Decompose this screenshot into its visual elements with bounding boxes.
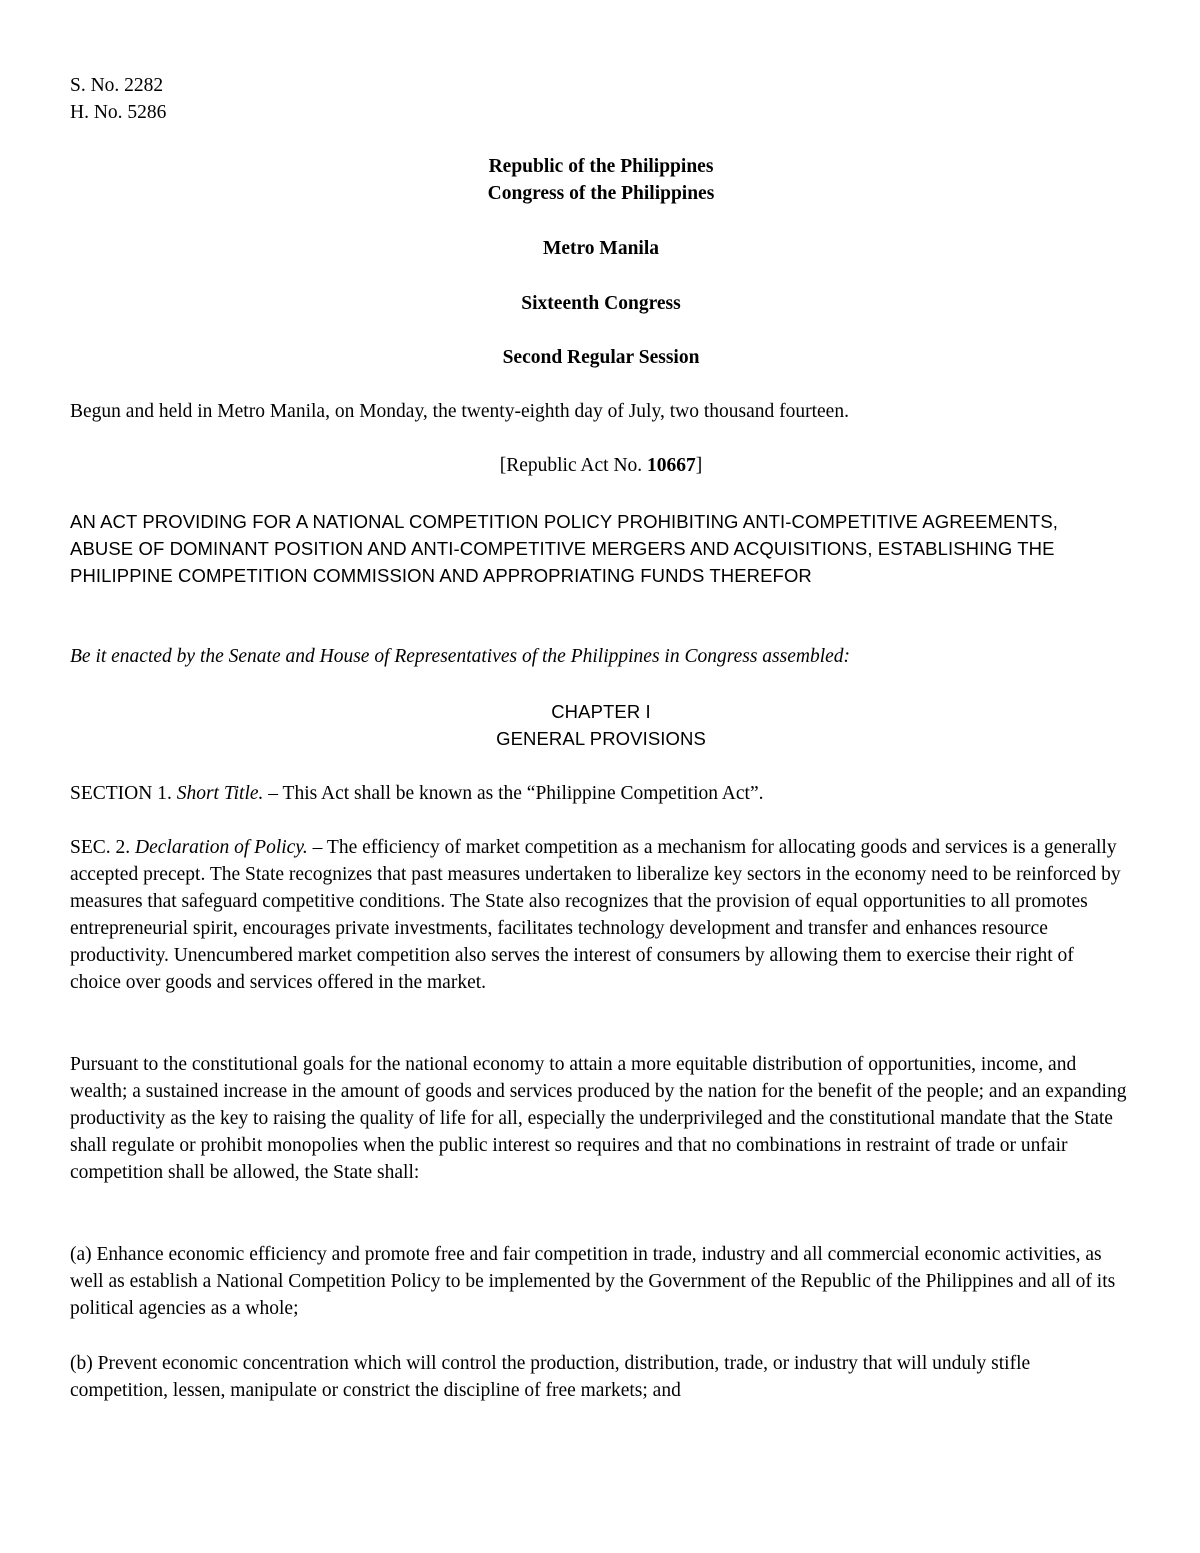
enacting-clause: Be it enacted by the Senate and House of Representatives of the Philippines in Congress assembled: [70, 646, 851, 667]
policy-item-a: (a) Enhance economic efficiency and promote free and fair competition in trade, industry and all commercial economic activities, as well as establish a National Competition Policy to be implemented by the Government of the Republic of the Philippines and all of its political agencies as a whole; [70, 1244, 1116, 1319]
section-2-heading: Declaration of Policy. [135, 837, 308, 858]
section-1-heading: Short Title. [176, 783, 264, 804]
republic-act-prefix: [Republic Act No. [499, 455, 648, 476]
begun-line: Begun and held in Metro Manila, on Monday, the twenty-eighth day of July, two thousand fourteen. [70, 401, 849, 422]
republic-act-suffix: ] [695, 455, 703, 476]
header-republic: Republic of the Philippines [488, 156, 714, 177]
header-congress-number: Sixteenth Congress [521, 293, 681, 314]
header-congress: Congress of the Philippines [487, 183, 715, 204]
section-1-label: SECTION 1. [70, 783, 177, 804]
house-bill-number: H. No. 5286 [70, 102, 167, 123]
section-1 [70, 780, 1132, 807]
section-2-text: – The efficiency of market competition as a mechanism for allocating goods and services is a generally accepted precept. The State recognizes that past measures undertaken to liberalize key sectors in the economy need to be reinforced by measures that safeguard competitive conditions. The State also recognizes that the provision of equal opportunities to all promotes entrepreneurial spirit, encourages private investments, facilitates technology development and transfer and enhances resource productivity. Unencumbered market competition also serves the interest of consumers by allowing them to exercise their right of choice over goods and services offered in the market. [70, 837, 1121, 993]
section-2 [70, 834, 1128, 996]
act-title: AN ACT PROVIDING FOR A NATIONAL COMPETITION POLICY PROHIBITING ANTI-COMPETITIVE AGREEMENTS, ABUSE OF DOMINANT POSITION AND ANTI-COMPETITIVE MERGERS AND ACQUISITIONS, ESTABLISHING THE PHILIPPINE COMPETITION COMMISSION AND APPROPRIATING FUNDS THEREFOR [70, 511, 1059, 586]
section-2-label: SEC. 2. [70, 837, 136, 858]
chapter-number: CHAPTER I [551, 701, 651, 722]
header-session: Second Regular Session [502, 347, 700, 368]
policy-item-b: (b) Prevent economic concentration which will control the production, distribution, trade, or industry that will unduly stifle competition, lessen, manipulate or constrict the discipline of free markets; and [70, 1353, 1031, 1401]
bill-numbers [70, 72, 1132, 126]
chapter-heading [70, 698, 1132, 752]
section-1-text: – This Act shall be known as the “Philippine Competition Act”. [263, 783, 764, 804]
header-location: Metro Manila [542, 238, 660, 259]
republic-act-number: 10667 [647, 455, 696, 476]
pursuant-paragraph: Pursuant to the constitutional goals for the national economy to attain a more equitable distribution of opportunities, income, and wealth; a sustained increase in the amount of goods and services produced by the nation for the benefit of the people; and an expanding productivity as the key to raising the quality of life for all, especially the underprivileged and the constitutional mandate that the State shall regulate or prohibit monopolies when the public interest so requires and that no combinations in restraint of trade or unfair competition shall be allowed, the State shall: [70, 1054, 1127, 1183]
chapter-title: GENERAL PROVISIONS [496, 728, 706, 749]
header-republic-congress [70, 153, 1132, 207]
senate-bill-number: S. No. 2282 [70, 75, 164, 96]
republic-act-line [70, 452, 1132, 479]
